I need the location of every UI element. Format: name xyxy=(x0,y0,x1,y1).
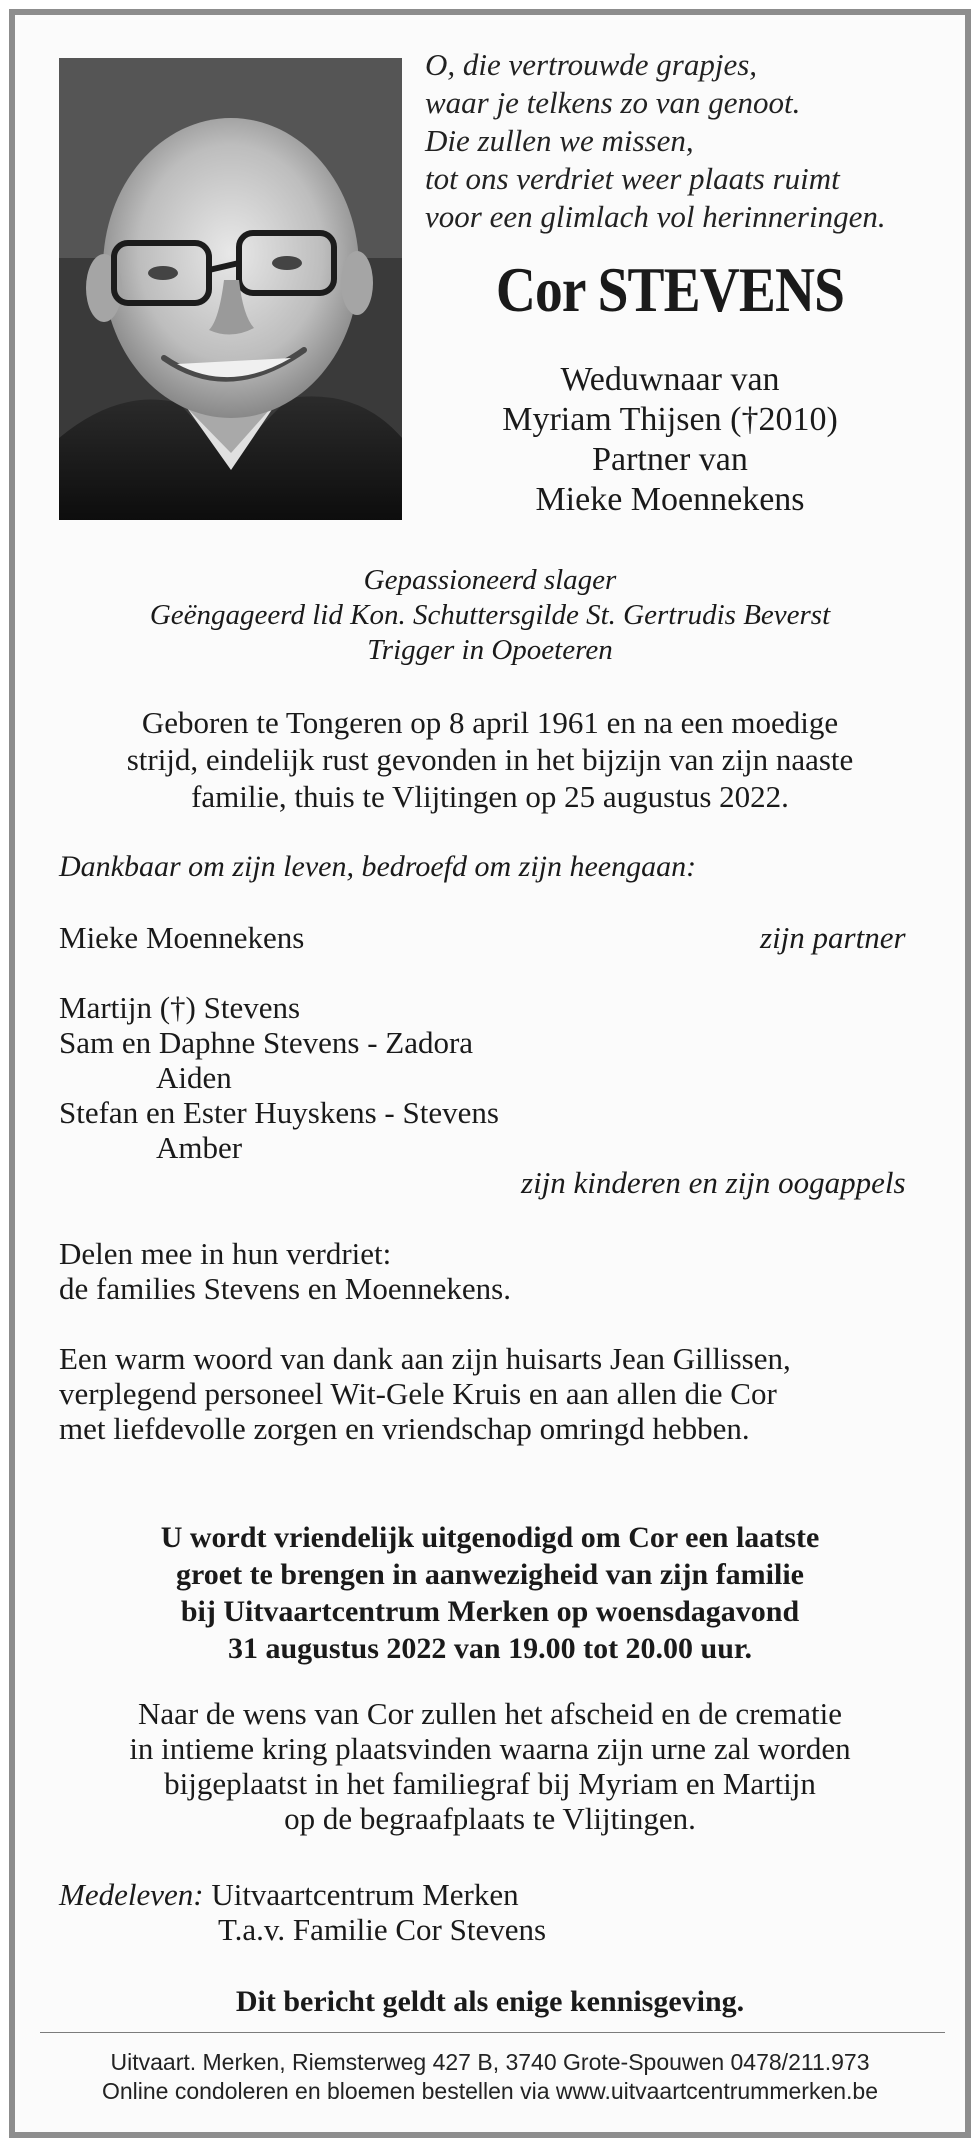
text-line: familie, thuis te Vlijtingen op 25 augustus 2022. xyxy=(191,779,789,814)
text-line: bij Uitvaartcentrum Merken op woensdagavond xyxy=(180,1595,800,1628)
poem-line: tot ons verdriet weer plaats ruimt xyxy=(425,161,840,196)
text-line: groet te brengen in aanwezigheid van zijn familie xyxy=(175,1558,804,1591)
family-member: Martijn (†) Stevens xyxy=(59,990,301,1025)
poem-line: waar je telkens zo van genoot. xyxy=(425,85,801,120)
grandchild: Aiden xyxy=(156,1060,232,1095)
children-relation: zijn kinderen en zijn oogappels xyxy=(521,1165,906,1200)
grateful-line: Dankbaar om zijn leven, bedroefd om zijn heengaan: xyxy=(59,850,697,883)
family-member: Sam en Daphne Stevens - Zadora xyxy=(59,1025,474,1060)
text-line: op de begraafplaats te Vlijtingen. xyxy=(284,1801,696,1836)
children-list xyxy=(59,990,939,1165)
footer-line: Uitvaart. Merken, Riemsterweg 427 B, 3740 Grote-Spouwen 0478/211.973 xyxy=(110,2049,870,2075)
text-line: in intieme kring plaatsvinden waarna zijn urne zal worden xyxy=(129,1731,851,1766)
text-line: U wordt vriendelijk uitgenodigd om Cor een laatste xyxy=(160,1521,820,1554)
poem-line: voor een glimlach vol herinneringen. xyxy=(425,199,886,234)
condolence-block xyxy=(59,1877,939,1947)
spouse-line: Mieke Moennekens xyxy=(535,481,805,518)
text-line: Naar de wens van Cor zullen het afscheid en de crematie xyxy=(137,1696,843,1731)
spouse-info xyxy=(430,360,910,520)
roles xyxy=(40,563,940,668)
invitation-paragraph xyxy=(40,1519,940,1667)
text-line: Een warm woord van dank aan zijn huisarts Jean Gillissen, xyxy=(59,1341,791,1376)
poem-line: Die zullen we missen, xyxy=(425,123,694,158)
text-line: met liefdevolle zorgen en vriendschap omringd hebben. xyxy=(59,1411,750,1446)
partner-relation: zijn partner xyxy=(760,920,906,955)
grandchild: Amber xyxy=(156,1130,243,1165)
family-member: Stefan en Ester Huyskens - Stevens xyxy=(59,1095,499,1130)
text-line: Delen mee in hun verdriet: xyxy=(59,1236,392,1271)
thanks-paragraph xyxy=(59,1341,939,1446)
footer-divider xyxy=(40,2032,945,2033)
text-line: strijd, eindelijk rust gevonden in het bijzijn van zijn naaste xyxy=(126,742,854,777)
footer xyxy=(40,2048,940,2106)
role-line: Geëngageerd lid Kon. Schuttersgilde St. Gertrudis Beverst xyxy=(149,599,831,631)
text-line: 31 augustus 2022 van 19.00 tot 20.00 uur. xyxy=(228,1632,752,1665)
text-line: bijgeplaatst in het familiegraf bij Myriam en Martijn xyxy=(164,1766,816,1801)
spouse-line: Myriam Thijsen (†2010) xyxy=(502,401,838,438)
condolence-line: Uitvaartcentrum Merken xyxy=(211,1877,519,1912)
poem xyxy=(425,46,945,236)
poem-line: O, die vertrouwde grapjes, xyxy=(425,47,758,82)
deceased-name: Cor STEVENS xyxy=(495,255,845,325)
birth-death-paragraph xyxy=(40,704,940,815)
text-line: verplegend personeel Wit-Gele Kruis en aan allen die Cor xyxy=(59,1376,777,1411)
role-line: Gepassioneerd slager xyxy=(363,564,617,596)
spouse-line: Partner van xyxy=(592,441,748,478)
text-line: Geboren te Tongeren op 8 april 1961 en na een moedige xyxy=(141,705,839,740)
partner-name: Mieke Moennekens xyxy=(59,920,305,955)
footer-line: Online condoleren en bloemen bestellen via www.uitvaartcentrummerken.be xyxy=(101,2078,879,2104)
condolence-line: T.a.v. Familie Cor Stevens xyxy=(218,1912,547,1947)
text-line: de families Stevens en Moennekens. xyxy=(59,1271,511,1306)
spouse-line: Weduwnaar van xyxy=(560,361,780,398)
condolence-label: Medeleven: xyxy=(59,1877,204,1912)
role-line: Trigger in Opoeteren xyxy=(367,634,613,666)
portrait-illustration xyxy=(59,58,402,520)
portrait-photo xyxy=(59,58,402,520)
wish-paragraph xyxy=(40,1696,940,1836)
notice-line: Dit bericht geldt als enige kennisgeving. xyxy=(235,1985,745,2018)
sharing-paragraph xyxy=(59,1236,939,1306)
